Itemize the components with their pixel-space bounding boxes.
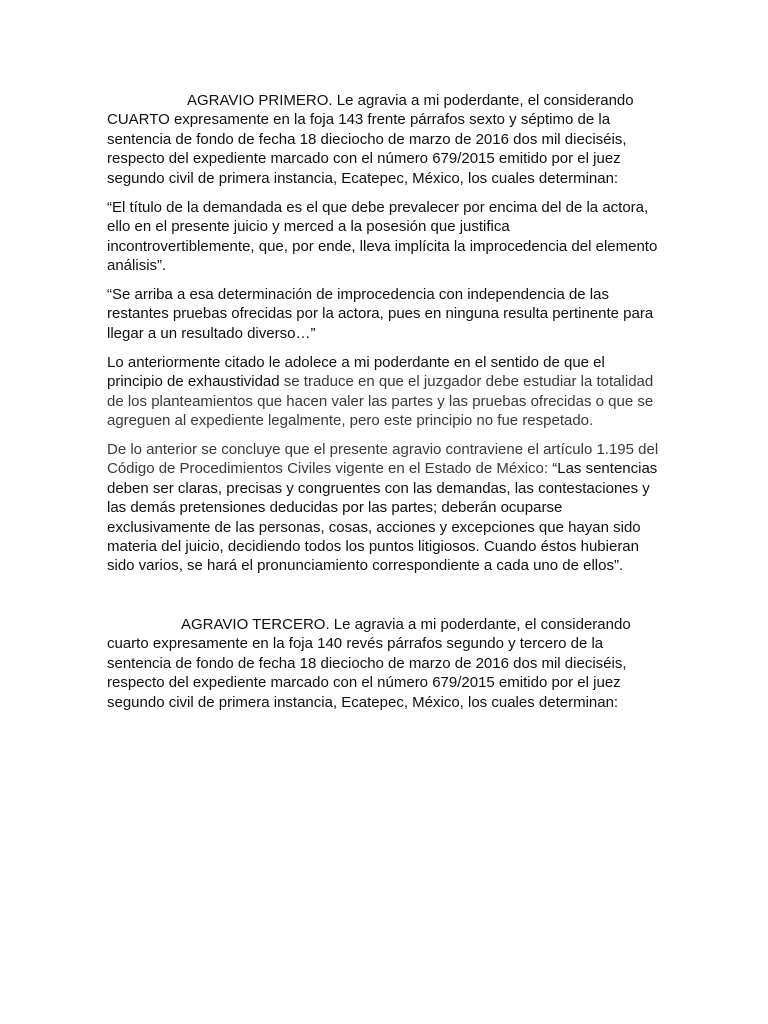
paragraph-line: AGRAVIO PRIMERO. Le agravia a mi poderdante, el considerando — [187, 92, 634, 109]
paragraph-line: respecto del expediente marcado con el número 679/2015 emitido por el juez — [107, 150, 621, 168]
paragraph-line: las demás pretensiones deducidas por las partes; deberán ocuparse — [107, 499, 563, 517]
paragraph-line: incontrovertiblemente, que, por ende, lleva implícita la improcedencia del elemento — [107, 237, 658, 255]
paragraph-line: análisis”. — [107, 257, 167, 275]
quote-paragraph-1 — [107, 198, 667, 276]
paragraph-line: sentencia de fondo de fecha 18 dieciocho de marzo de 2016 dos mil dieciséis, — [107, 130, 627, 148]
paragraph-line: De lo anterior se concluye que el presente agravio contraviene el artículo 1.195 del — [107, 441, 659, 458]
paragraph-line: Lo anteriormente citado le adolece a mi poderdante en el sentido de que el — [107, 354, 605, 371]
paragraph-line: sido varios, se hará el pronunciamiento correspondiente a cada uno de ellos”. — [107, 557, 624, 575]
paragraph-line: AGRAVIO TERCERO. Le agravia a mi poderdante, el considerando — [181, 616, 631, 633]
paragraph-line: “El título de la demandada es el que debe prevalecer por encima del de la actora, — [107, 199, 649, 216]
text-run: principio de exhaustividad — [107, 373, 280, 391]
paragraph-line-mixed — [107, 372, 667, 391]
paragraph-line: agreguen al expediente legalmente, pero este principio no fue respetado. — [107, 412, 594, 430]
paragraph-exhaustividad — [107, 353, 667, 431]
paragraph-line: exclusivamente de las personas, cosas, acciones y excepciones que hayan sido — [107, 518, 641, 536]
paragraph-line: sentencia de fondo de fecha 18 dieciocho de marzo de 2016 dos mil dieciséis, — [107, 654, 627, 672]
text-run: se traduce en que el juzgador debe estudiar la totalidad — [279, 373, 654, 391]
paragraph-line: CUARTO expresamente en la foja 143 frente párrafos sexto y séptimo de la — [107, 111, 611, 129]
paragraph-line: de los planteamientos que hacen valer las partes y las pruebas ofrecidas o que se — [107, 392, 654, 410]
paragraph-line: llegar a un resultado diverso…” — [107, 324, 316, 342]
paragraph-line: deben ser claras, precisas y congruentes con las demandas, las contestaciones y — [107, 479, 650, 497]
paragraph-line: segundo civil de primera instancia, Ecatepec, México, los cuales determinan: — [107, 693, 619, 711]
paragraph-line: ello en el presente juicio y merced a la posesión que justifica — [107, 218, 510, 236]
paragraph-line-mixed — [107, 459, 667, 478]
text-run: “Las sentencias — [548, 460, 658, 478]
paragraph-agravio-primero — [107, 91, 667, 188]
paragraph-line: “Se arriba a esa determinación de improcedencia con independencia de las — [107, 286, 609, 303]
quote-paragraph-2 — [107, 285, 667, 343]
paragraph-line: restantes pruebas ofrecidas por la actora, pues en ninguna resulta pertinente para — [107, 305, 654, 323]
paragraph-line: cuarto expresamente en la foja 140 revés párrafos segundo y tercero de la — [107, 635, 604, 653]
paragraph-conclusion — [107, 440, 667, 576]
paragraph-line: respecto del expediente marcado con el número 679/2015 emitido por el juez — [107, 674, 621, 692]
paragraph-agravio-tercero — [107, 615, 667, 712]
text-run: Código de Procedimientos Civiles vigente en el Estado de México: — [107, 460, 549, 478]
paragraph-line: segundo civil de primera instancia, Ecatepec, México, los cuales determinan: — [107, 169, 619, 187]
paragraph-line: materia del juicio, decidiendo todos los puntos litigiosos. Cuando éstos hubieran — [107, 538, 639, 556]
